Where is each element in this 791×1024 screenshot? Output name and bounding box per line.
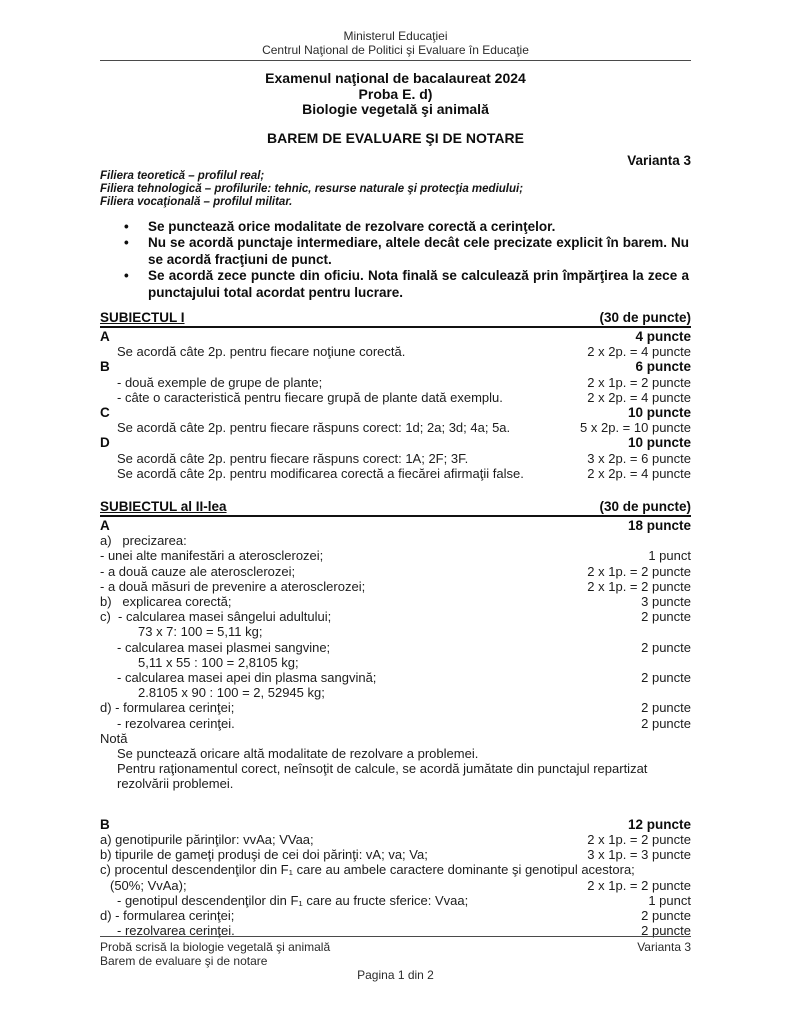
sections-container: [100, 310, 691, 938]
filiera-line: Filiera tehnologică – profilurile: tehnic, resurse naturale şi protecţia mediului;: [100, 182, 524, 195]
barem-row: [100, 533, 691, 548]
barem-row: [100, 862, 691, 877]
barem-title: BAREM DE EVALUARE ŞI DE NOTARE: [267, 129, 524, 146]
row-text: - calcularea masei plasmei sangvine;: [117, 639, 331, 655]
barem-row: [100, 451, 691, 466]
footer-proba: Probă scrisă la biologie vegetală şi animală: [100, 940, 331, 954]
variant-label: Varianta 3: [627, 152, 691, 168]
row-text: c) - calcularea masei sângelui adultului;: [100, 609, 332, 625]
scoring-rules: [100, 219, 691, 302]
row-points: 2 puncte: [641, 670, 691, 686]
row-points: 2 x 2p. = 4 puncte: [587, 465, 691, 481]
row-points: 1 punct: [648, 548, 691, 564]
section-subiectul-1: [100, 310, 691, 481]
row-text: d) - formularea cerinţei;: [100, 907, 235, 923]
row-text: 5,11 x 55 : 100 = 2,8105 kg;: [138, 654, 299, 670]
bullet-icon: •: [124, 235, 129, 250]
row-points: 10 puncte: [627, 435, 691, 451]
row-text: - calcularea masei apei din plasma sangvină;: [117, 670, 377, 686]
barem-row: [100, 564, 691, 579]
row-points: 2 puncte: [641, 609, 691, 625]
barem-row: [100, 579, 691, 594]
section-points: (30 de puncte): [599, 310, 691, 325]
filiera-line: Filiera teoretică – profilul real;: [100, 169, 265, 182]
row-points: 2 puncte: [641, 907, 691, 923]
bullet-icon: •: [124, 218, 129, 234]
row-text: Se acordă câte 2p. pentru fiecare răspuns corect: 1d; 2a; 3d; 4a; 5a.: [117, 420, 511, 436]
row-points: 2 puncte: [641, 715, 691, 731]
row-points: 2 x 2p. = 4 puncte: [587, 389, 691, 405]
barem-row: [100, 670, 691, 685]
row-text: B: [100, 816, 110, 832]
ministry-line: Ministerul Educaţiei: [343, 29, 448, 43]
row-points: 1 punct: [648, 892, 691, 908]
barem-row: [100, 817, 691, 832]
row-points: 2 x 2p. = 4 puncte: [587, 344, 691, 360]
barem-row: [100, 655, 691, 670]
barem-row: [100, 624, 691, 639]
row-text: - rezolvarea cerinţei.: [117, 715, 235, 731]
row-text: Se acordă câte 2p. pentru fiecare noţiune corectă.: [117, 344, 406, 360]
row-text: - câte o caracteristică pentru fiecare grupă de plante dată exemplu.: [117, 389, 503, 405]
row-text: - a două cauze ale aterosclerozei;: [100, 563, 296, 579]
barem-row: [100, 420, 691, 435]
subject-title: Biologie vegetală şi animală: [302, 101, 489, 117]
row-text: 73 x 7: 100 = 5,11 kg;: [138, 624, 263, 640]
row-text: 2.8105 x 90 : 100 = 2, 52945 kg;: [138, 685, 325, 701]
scoring-rule-text: Se acordă zece puncte din oficiu. Nota finală se calculează prin împărţirea la zece a punctajului total acordat pentru lucrare.: [148, 268, 689, 300]
barem-row: [100, 329, 691, 344]
row-points: 2 puncte: [641, 639, 691, 655]
barem-row: [100, 390, 691, 405]
row-points: 3 x 2p. = 6 puncte: [587, 450, 691, 466]
filiera-block: [100, 170, 691, 209]
section-points: (30 de puncte): [599, 499, 691, 515]
barem-row: [100, 731, 691, 746]
row-text: - a două măsuri de prevenire a aterosclerozei;: [100, 578, 366, 594]
scoring-rule-item: [100, 235, 691, 268]
barem-row: [100, 466, 691, 481]
row-points: 2 x 1p. = 2 puncte: [587, 831, 691, 847]
section-subiectul-2: [100, 499, 691, 938]
section-header: [100, 499, 691, 517]
row-points: 18 puncte: [627, 518, 691, 534]
row-text: Pentru raţionamentul corect, neînsoţit de calcule, se acordă jumătate din punctajul repartizat rezolvării problemei.: [117, 761, 648, 792]
page-number: Pagina 1 din 2: [357, 968, 434, 982]
barem-row: [100, 847, 691, 862]
barem-row: [100, 640, 691, 655]
row-text: B: [100, 359, 110, 375]
proba-title: Proba E. d): [358, 85, 433, 102]
row-points: 4 puncte: [635, 329, 691, 344]
row-text: a) precizarea:: [100, 533, 187, 549]
barem-row: [100, 908, 691, 923]
page-footer: [100, 936, 691, 982]
row-points: 2 x 1p. = 2 puncte: [587, 877, 691, 893]
barem-row: [100, 893, 691, 908]
row-points: 12 puncte: [627, 816, 691, 832]
row-points: 2 x 1p. = 2 puncte: [587, 578, 691, 594]
barem-row: [100, 375, 691, 390]
row-text: a) genotipurile părinţilor: vvAa; VVaa;: [100, 831, 314, 847]
row-text: Se acordă câte 2p. pentru fiecare răspuns corect: 1A; 2F; 3F.: [117, 450, 469, 466]
row-text: Se punctează oricare altă modalitate de rezolvare a problemei.: [117, 746, 479, 762]
title-block: [100, 71, 691, 118]
barem-row: [100, 716, 691, 731]
row-text: b) tipurile de gameţi produşi de cei doi părinţi: vA; va; Va;: [100, 847, 428, 863]
row-text: b) explicarea corectă;: [100, 594, 232, 610]
footer-variant: Varianta 3: [637, 940, 691, 954]
row-text: A: [100, 518, 110, 534]
footer-barem: Barem de evaluare şi de notare: [100, 954, 268, 968]
row-points: 2 x 1p. = 2 puncte: [587, 374, 691, 390]
row-text: A: [100, 329, 110, 344]
barem-row: [100, 435, 691, 450]
section-title: SUBIECTUL I: [100, 310, 185, 325]
row-text: - genotipul descendenţilor din F₁ care au fructe sferice: Vvaa;: [117, 892, 469, 908]
filiera-line: Filiera vocaţională – profilul militar.: [100, 195, 293, 208]
footer-left: [100, 940, 330, 968]
barem-row: [100, 746, 691, 761]
barem-row: [100, 359, 691, 374]
row-points: 3 puncte: [641, 594, 691, 610]
exam-title: Examenul naţional de bacalaureat 2024: [265, 70, 526, 86]
row-text: D: [100, 435, 110, 451]
barem-row: [100, 548, 691, 563]
section-header: [100, 310, 691, 328]
barem-row: [100, 878, 691, 893]
barem-row: [100, 344, 691, 359]
row-text: (50%; VvAa);: [110, 877, 187, 893]
row-points: 3 x 1p. = 3 puncte: [587, 847, 691, 863]
row-text: Notă: [100, 730, 128, 746]
page-content: [100, 29, 691, 938]
row-text: d) - formularea cerinţei;: [100, 700, 235, 716]
row-text: - unei alte manifestări a aterosclerozei;: [100, 548, 324, 564]
row-text: - rezolvarea cerinţei.: [117, 923, 235, 939]
scoring-rule-text: Se punctează orice modalitate de rezolvare corectă a cerinţelor.: [148, 218, 556, 234]
row-points: 2 x 1p. = 2 puncte: [587, 563, 691, 579]
barem-row: [100, 405, 691, 420]
row-text: c) procentul descendenţilor din F₁ care au ambele caractere dominante şi genotipul acestora;: [100, 862, 635, 878]
row-points: 2 puncte: [641, 700, 691, 716]
scoring-rule-text: Nu se acordă punctaje intermediare, altele decât cele precizate explicit în barem. Nu se acordă fracţiuni de punct.: [148, 235, 689, 267]
footer-row: [100, 940, 691, 968]
barem-row: [100, 761, 691, 791]
row-spacer: [100, 792, 691, 817]
barem-row: [100, 685, 691, 700]
row-points: 5 x 2p. = 10 puncte: [580, 420, 691, 436]
ministry-header: [100, 29, 691, 61]
row-points: 10 puncte: [627, 405, 691, 421]
scoring-rule-item: [100, 219, 691, 236]
center-line: Centrul Naţional de Politici şi Evaluare în Educaţie: [262, 43, 529, 57]
section-title: SUBIECTUL al II-lea: [100, 499, 227, 515]
barem-row: [100, 594, 691, 609]
scoring-rule-item: [100, 268, 691, 301]
row-text: - două exemple de grupe de plante;: [117, 374, 323, 390]
barem-row: [100, 700, 691, 715]
barem-row: [100, 609, 691, 624]
bullet-icon: •: [124, 268, 129, 283]
barem-row: [100, 832, 691, 847]
row-text: C: [100, 405, 110, 421]
row-points: 6 puncte: [635, 359, 691, 375]
row-text: Se acordă câte 2p. pentru modificarea corectă a fiecărei afirmaţii false.: [117, 465, 524, 481]
row-points: 2 puncte: [641, 923, 691, 939]
barem-row: [100, 518, 691, 533]
